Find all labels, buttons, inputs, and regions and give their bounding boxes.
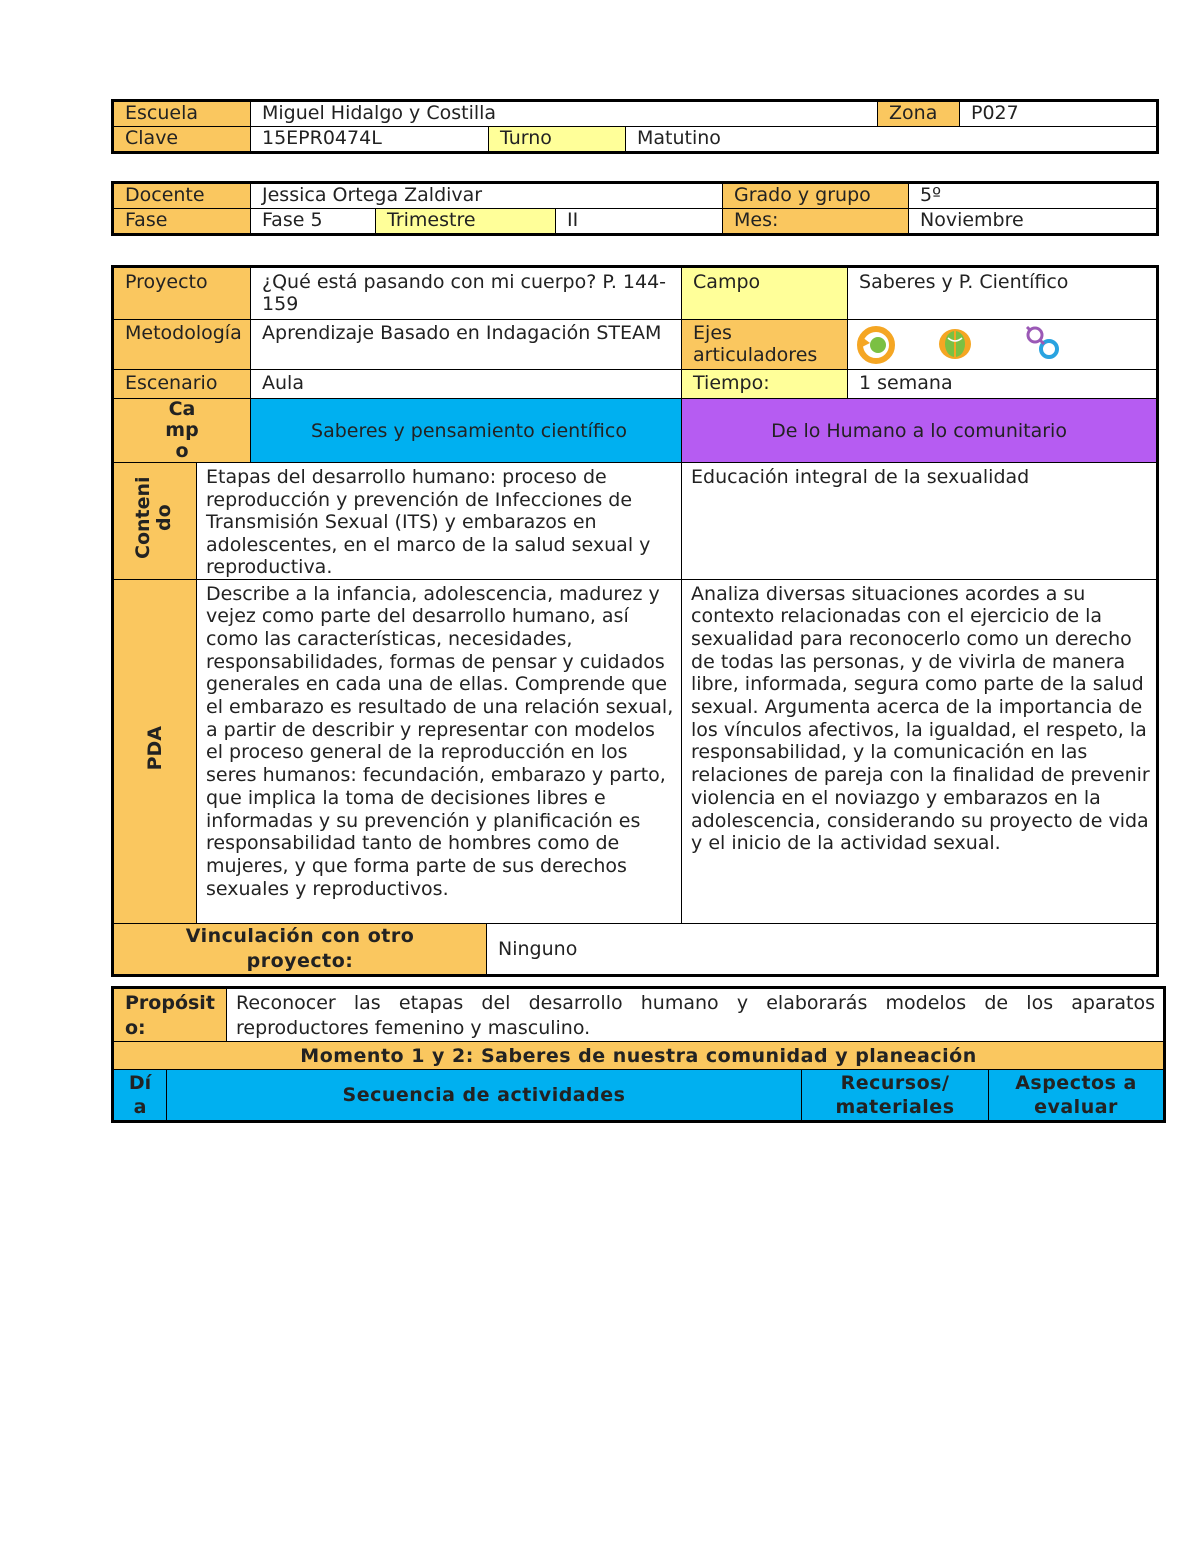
purpose-table [111,986,1166,1123]
teacher-info-table [111,181,1159,236]
docente-label: Docente [113,183,251,209]
pda-label-cell [113,579,197,923]
campo-label: Campo [682,267,848,320]
proyecto-value: ¿Qué está pasando con mi cuerpo? P. 144-159 [251,267,682,320]
momento-title: Momento 1 y 2: Saberes de nuestra comunidad y planeación [113,1042,1165,1070]
grado-label: Grado y grupo [723,183,909,209]
proposito-label: Propósito: [113,988,227,1042]
pda-humano: Analiza diversas situaciones acordes a su contexto relacionadas con el ejercicio de la sexualidad para reconocerlo como un derecho de todas las personas, y de vivirla de manera libre, informada, segura como parte de la salud sexual. Argumenta acerca de la importancia de los vínculos afectivos, la igualdad, el respeto, la responsabilidad, y la comunicación en las relaciones de pareja con la finalidad de prevenir violencia en el noviazgo y embarazos en la adolescencia, considerando su proyecto de vida y el inicio de la actividad sexual. [682,579,1158,923]
pda-label: PDA [144,726,166,771]
project-table [111,265,1159,977]
zona-value: P027 [960,101,1158,127]
tiempo-value: 1 semana [848,370,1158,399]
dia-header: Día [113,1070,167,1122]
campo-row-text: Campo [165,398,199,462]
escenario-value: Aula [251,370,682,399]
contenido-label-text: Contenido [132,476,175,560]
vinculacion-label: Vinculación con otro proyecto: [113,923,487,975]
campo-saberes: Saberes y pensamiento científico [251,399,682,463]
contenido-label-cell [113,463,197,580]
campo-row-label [113,399,251,463]
aspectos-header: Aspectos a evaluar [989,1070,1165,1122]
zona-label: Zona [878,101,960,127]
escenario-label: Escenario [113,370,251,399]
metodologia-value: Aprendizaje Basado en Indagación STEAM [251,320,682,370]
vida-saludable-icon [933,324,977,364]
secuencia-header: Secuencia de actividades [167,1070,802,1122]
trimestre-label: Trimestre [376,209,556,235]
pda-saberes: Describe a la infancia, adolescencia, madurez y vejez como parte del desarrollo humano, así como las características, necesidades, responsabilidades, formas de pensar y cuidados generales en cada una de ellas. Comprende que el embarazo es resultado de una relación sexual, a partir de describir y representar con modelos el proceso general de la reproducción en los seres humanos: fecundación, embarazo y parto, que implica la toma de decisiones libres e informadas y su prevención y planificación es responsabilidad tanto de hombres como de mujeres, y que forma parte de sus derechos sexuales y reproductivos. [197,579,682,923]
campo-value: Saberes y P. Científico [848,267,1158,320]
contenido-humano: Educación integral de la sexualidad [682,463,1158,580]
proyecto-label: Proyecto [113,267,251,320]
mes-label: Mes: [723,209,909,235]
ejes-icons [848,320,1158,370]
fase-label: Fase [113,209,251,235]
docente-value: Jessica Ortega Zaldivar [251,183,723,209]
campo-humano: De lo Humano a lo comunitario [682,399,1158,463]
contenido-label [133,473,177,563]
metodologia-label: Metodología [113,320,251,370]
igualdad-genero-icon [1023,323,1067,363]
escuela-value: Miguel Hidalgo y Costilla [251,101,878,127]
mes-value: Noviembre [909,209,1158,235]
turno-label: Turno [489,127,626,153]
clave-label: Clave [113,127,251,153]
trimestre-value: II [556,209,723,235]
recursos-header: Recursos/ materiales [802,1070,989,1122]
clave-value: 15EPR0474L [251,127,489,153]
school-info-table [111,99,1159,154]
turno-value: Matutino [626,127,1158,153]
vinculacion-value: Ninguno [487,923,1158,975]
tiempo-label: Tiempo: [682,370,848,399]
fase-value: Fase 5 [251,209,376,235]
contenido-saberes: Etapas del desarrollo humano: proceso de reproducción y prevención de Infecciones de Transmisión Sexual (ITS) y embarazos en adolescentes, en el marco de la salud sexual y reproductiva. [197,463,682,580]
escuela-label: Escuela [113,101,251,127]
ejes-label: Ejes articuladores [682,320,848,370]
grado-value: 5º [909,183,1158,209]
proposito-value: Reconocer las etapas del desarrollo humano y elaborarás modelos de los aparatos reproductores femenino y masculino. [227,988,1165,1042]
interculturalidad-icon [856,325,900,365]
